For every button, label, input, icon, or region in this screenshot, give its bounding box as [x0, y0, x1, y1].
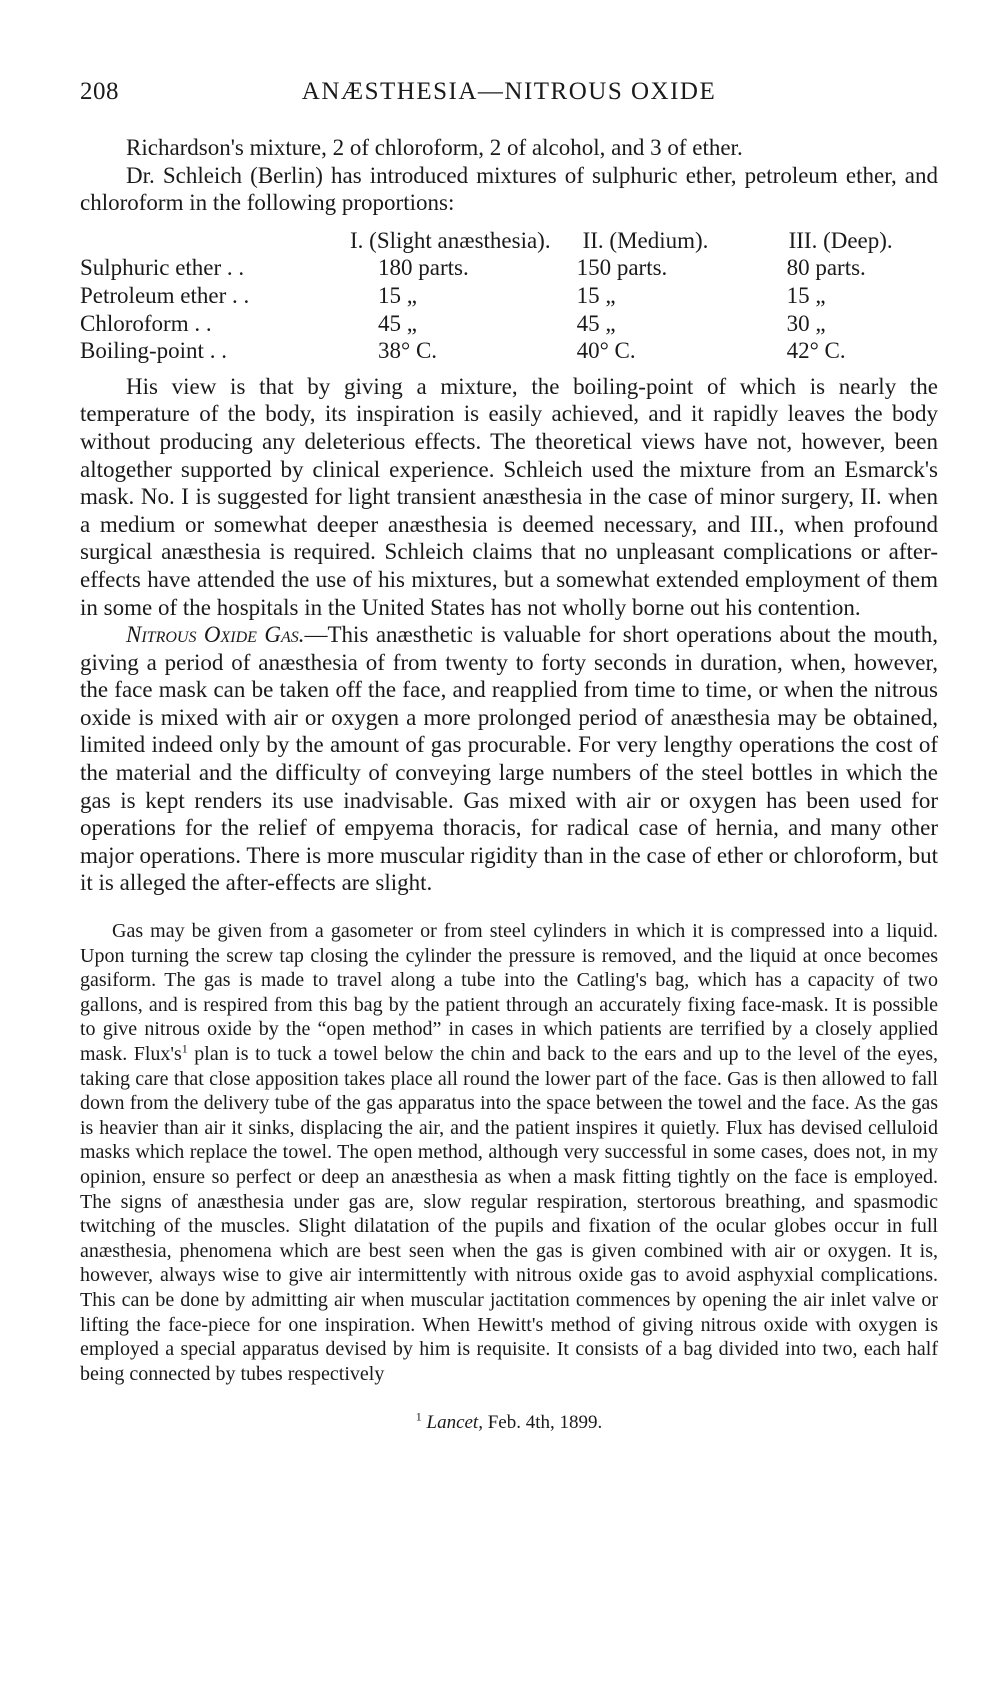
- table-cell: 40° C.: [576, 338, 636, 364]
- small-print-section: [80, 919, 938, 1386]
- small-print-paragraph: [80, 919, 938, 1386]
- running-head: ANÆSTHESIA—NITROUS OXIDE: [301, 78, 717, 105]
- table-cell: 42° C.: [786, 338, 846, 364]
- section-heading: Nitrous Oxide Gas.: [126, 622, 305, 648]
- mixture-table: [80, 227, 938, 365]
- main-text: [80, 134, 938, 217]
- table-column-heading: II. (Medium).: [582, 227, 709, 253]
- table-row-label: Petroleum ether . .: [80, 282, 250, 308]
- table-header-row: [80, 227, 938, 255]
- page: [80, 70, 938, 1434]
- footnote: [80, 1409, 938, 1434]
- table-row-label: Boiling-point . .: [80, 338, 227, 364]
- small-print-text: Gas may be given from a gasometer or from steel cylinders in which it is compressed into a liquid. Upon turning the screw tap closing the cylinder the pressure is removed, and the liquid at once becomes gasiform. The gas is made to travel along a tube into the Catling's bag, which has a capacity of two gallons, and is respired from this bag by the patient through an accurately fixing face-mask. It is possible to give nitrous oxide by the “open method” in cases in which patients are terrified by a closely applied mask. Flux's: [80, 920, 938, 1065]
- nitrous-paragraph-text: —This anæsthetic is valuable for short operations about the mouth, giving a period of anæsthesia of from twenty to forty seconds in duration, when, however, the face mask can be taken off the face, and reapplied from time to time, or when the nitrous oxide is mixed with air or oxygen a more prolonged period of anæsthesia may be obtained, limited indeed only by the amount of gas procurable. For very lengthy operations the cost of the material and the difficulty of conveying large numbers of the steel bottles in which the gas is kept renders its use inadvisable. Gas mixed with air or oxygen has been used for operations for the relief of empyema thoracis, for radical case of hernia, and many other major operations. There is more muscular rigidity than in the case of ether or chloroform, but it is alleged the after-effects are slight.: [80, 622, 939, 896]
- table-cell: 180 parts.: [378, 255, 469, 281]
- intro-line: Richardson's mixture, 2 of chloroform, 2 of alcohol, and 3 of ether.: [126, 135, 743, 160]
- table-cell: 15 „: [786, 282, 826, 308]
- page-header: [80, 70, 938, 114]
- table-row: [80, 254, 938, 282]
- table-cell: 45 „: [576, 310, 616, 336]
- table-cell: 80 parts.: [786, 255, 866, 281]
- table-column-heading: III. (Deep).: [788, 227, 893, 253]
- table-row-label: Sulphuric ether . .: [80, 255, 245, 281]
- footnote-marker: 1: [415, 1409, 422, 1424]
- table-cell: 45 „: [378, 310, 417, 336]
- footnote-source: Lancet,: [426, 1412, 483, 1434]
- table-cell: 15 „: [378, 282, 417, 308]
- footnote-reference: 1: [181, 1041, 188, 1056]
- table-cell: 30 „: [786, 310, 826, 336]
- table-column-heading: I. (Slight anæsthesia).: [350, 227, 551, 253]
- table-cell: 38° C.: [378, 338, 438, 364]
- table-row: [80, 282, 938, 310]
- nitrous-paragraph: [80, 621, 938, 897]
- table-row: [80, 337, 938, 365]
- table-cell: 15 „: [576, 282, 616, 308]
- small-print-text-cont: plan is to tuck a towel below the chin and back to the ears and up to the level of the eyes, taking care that close apposition takes place all round the lower part of the face. Gas is then allowed to fall down from the delivery tube of the gas apparatus into the space between the towel and the face. As the gas is heavier than air it sinks, displacing the air, and the patient inspires it quietly. Flux has devised celluloid masks which replace the towel. The open method, although very successful in some cases, does not, in my opinion, ensure so perfect or deep an anæsthesia as when a mask fitting tightly on the face is employed. The signs of anæsthesia under gas are, slow regular respiration, stertorous breathing, and spasmodic twitching of the muscles. Slight dilatation of the pupils and fixation of the ocular globes occur in full anæsthesia, phenomena which are best seen when the gas is given combined with air or oxygen. It is, however, always wise to give air intermittently with nitrous oxide gas to avoid asphyxial complications. This can be done by admitting air when muscular jactitation commences by opening the air inlet valve or lifting the face-piece for one inspiration. When Hewitt's method of giving nitrous oxide with oxygen is employed a special apparatus devised by him is requisite. It consists of a bag divided into two, each half being connected by tubes respectively: [80, 1043, 938, 1385]
- body-text: [80, 373, 938, 897]
- page-number: 208: [80, 78, 119, 105]
- table-cell: 150 parts.: [576, 255, 668, 281]
- footnote-date: Feb. 4th, 1899.: [487, 1412, 603, 1434]
- view-paragraph: His view is that by giving a mixture, the boiling-point of which is nearly the temperature of the body, its inspiration is easily achieved, and it rapidly leaves the body without producing any deleterious effects. The theoretical views have not, however, been altogether supported by clinical experience. Schleich used the mixture from an Esmarck's mask. No. I is suggested for light transient anæsthesia in the case of minor surgery, II. when a medium or somewhat deeper anæsthesia is deemed necessary, and III., when profound surgical anæsthesia is required. Schleich claims that no unpleasant complications or after-effects have attended the use of his mixtures, but a somewhat extended employment of them in some of the hospitals in the United States has not wholly borne out his contention.: [80, 373, 938, 620]
- table-row: [80, 310, 938, 338]
- table-row-label: Chloroform . .: [80, 310, 212, 336]
- intro-paragraph: Dr. Schleich (Berlin) has introduced mixtures of sulphuric ether, petroleum ether, and chloroform in the following proportions:: [80, 162, 938, 216]
